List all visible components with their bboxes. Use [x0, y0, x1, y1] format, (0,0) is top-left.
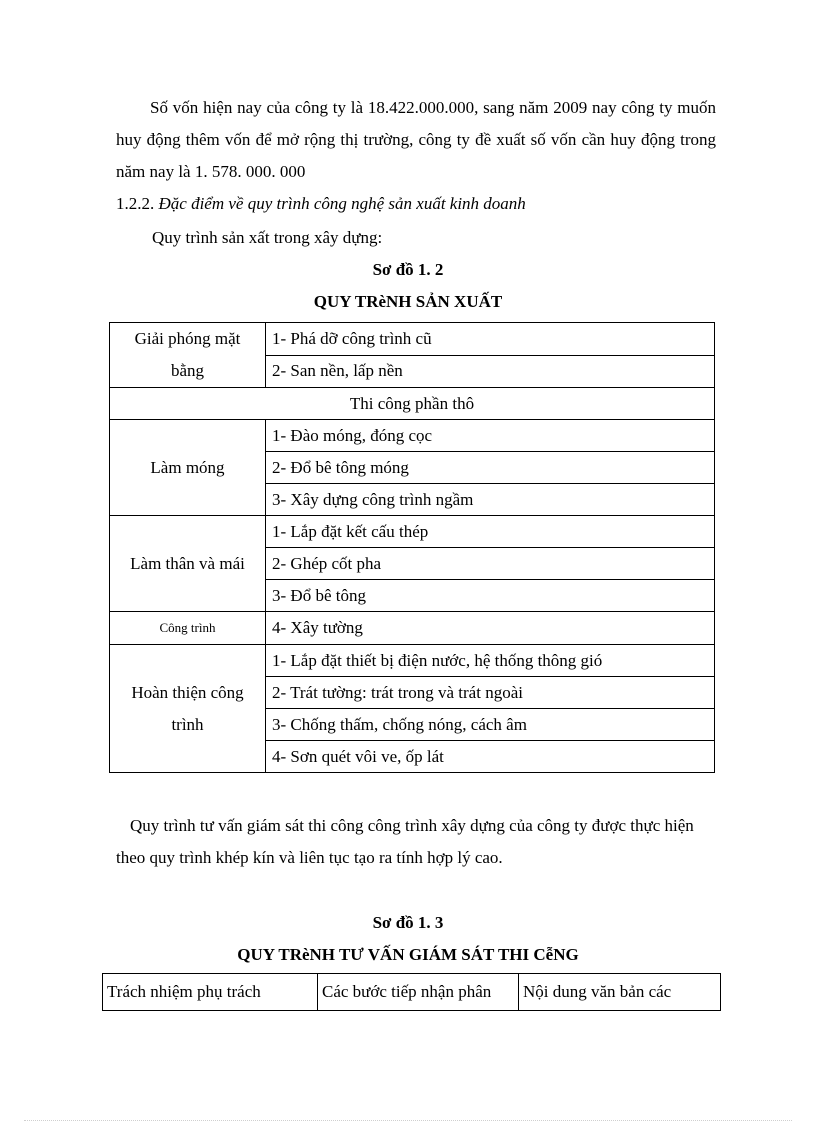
- step-cell: 3- Chống thấm, chống nóng, cách âm: [266, 709, 715, 741]
- diagram-2-label: Sơ đồ 1. 3: [372, 913, 444, 932]
- diagram-1-label: Sơ đồ 1. 2: [372, 260, 444, 279]
- step-cell: 4- Sơn quét vôi ve, ốp lát: [266, 741, 715, 773]
- page-bottom-divider: [24, 1120, 792, 1121]
- header-cell: Các bước tiếp nhận phân: [318, 974, 519, 1011]
- step-cell: 2- Ghép cốt pha: [266, 548, 715, 580]
- table-row: [110, 388, 715, 420]
- step-cell: 3- Đổ bê tông: [266, 580, 715, 612]
- section-heading: [116, 188, 526, 220]
- group-name: Công trình: [110, 612, 266, 645]
- table-row: [110, 516, 715, 548]
- header-cell: Trách nhiệm phụ trách: [103, 974, 318, 1011]
- step-cell: 1- Phá dỡ công trình cũ: [266, 323, 715, 356]
- section-number: 1.2.2.: [116, 194, 155, 213]
- step-cell: 2- Trát tường: trát trong và trát ngoài: [266, 677, 715, 709]
- group-name: Làm móng: [110, 420, 266, 516]
- diagram-2-title: QUY TRèNH TƯ VẤN GIÁM SÁT THI CễNG: [237, 945, 579, 964]
- diagram-1-title: QUY TRèNH SẢN XUẤT: [313, 292, 503, 311]
- table-row: [110, 612, 715, 645]
- table-row: [110, 645, 715, 677]
- step-cell: 1- Đào móng, đóng cọc: [266, 420, 715, 452]
- process-intro: Quy trình sản xất trong xây dựng:: [152, 228, 383, 247]
- table-header-row: [103, 974, 721, 1011]
- capital-paragraph: Số vốn hiện nay của công ty là 18.422.000.000, sang năm 2009 nay công ty muốn huy động thêm vốn để mở rộng thị trường, công ty đề xuất số vốn cần huy động trong năm nay là 1. 578. 000. 000: [116, 98, 716, 181]
- consulting-process-table: [102, 973, 721, 1011]
- group-name: Hoàn thiện công trình: [110, 645, 266, 773]
- consulting-paragraph: Quy trình tư vấn giám sát thi công công trình xây dựng của công ty được thực hiện theo quy trình khép kín và liên tục tạo ra tính hợp lý cao.: [116, 816, 694, 867]
- group-name: Làm thân và mái: [110, 516, 266, 612]
- production-process-table: [109, 322, 715, 773]
- section-title: Đặc điểm về quy trình công nghệ sản xuất kinh doanh: [158, 194, 526, 213]
- step-cell: 1- Lắp đặt thiết bị điện nước, hệ thống thông gió: [266, 645, 715, 677]
- table-row: [110, 420, 715, 452]
- step-cell: 1- Lắp đặt kết cấu thép: [266, 516, 715, 548]
- step-cell: 2- Đổ bê tông móng: [266, 452, 715, 484]
- header-cell: Nội dung văn bản các: [519, 974, 721, 1011]
- table-row: [110, 323, 715, 356]
- group-name: Giải phóng mặt bằng: [110, 323, 266, 388]
- step-cell: 3- Xây dựng công trình ngầm: [266, 484, 715, 516]
- step-cell: 4- Xây tường: [266, 612, 715, 645]
- phase-row-cell: Thi công phần thô: [110, 388, 715, 420]
- step-cell: 2- San nền, lấp nền: [266, 355, 715, 388]
